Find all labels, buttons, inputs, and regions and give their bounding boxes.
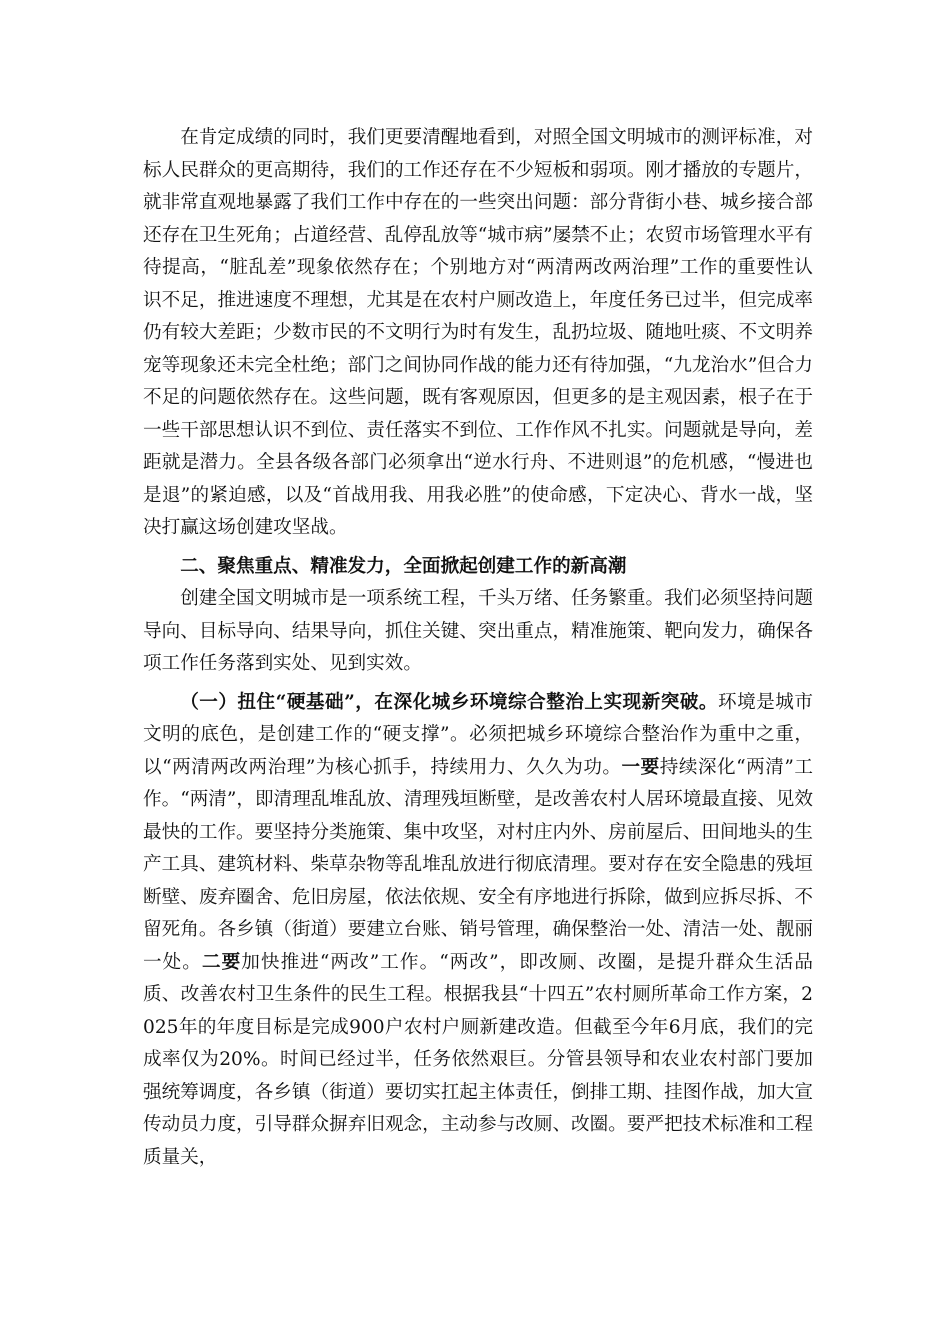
subheading-lead: （一）扭住“硬基础”，在深化城乡环境综合整治上实现新突破。	[180, 691, 719, 713]
document-page	[143, 122, 813, 1174]
paragraph-environment	[143, 687, 813, 1175]
paragraph-text: 持续深化“两清”工作。“两清”，即清理乱堆乱放、清理残垣断壁，是改善农村人居环境最直接、见效最快的工作。要坚持分类施策、集中攻坚，对村庄内外、房前屋后、田间地头的生产工具、建筑材料、柴草杂物等乱堆乱放进行彻底清理。要对存在安全隐患的残垣断壁、废弃圈舍、危旧房屋，依法依规、安全有序地进行拆除，做到应拆尽拆、不留死角。各乡镇（街道）要建立台账、销号管理，确保整治一处、清洁一处、靓丽一处。	[143, 756, 813, 973]
paragraph-text: 环境是城市文明的底色，是创建工作的“硬支撑”。必须把城乡环境综合整治作为重中之重，以“两清两改两治理”为核心抓手，持续用力、久久为功。	[143, 691, 813, 778]
paragraph-shortcomings: 在肯定成绩的同时，我们更要清醒地看到，对照全国文明城市的测评标准，对标人民群众的更高期待，我们的工作还存在不少短板和弱项。刚才播放的专题片，就非常直观地暴露了我们工作中存在的一些突出问题：部分背街小巷、城乡接合部还存在卫生死角；占道经营、乱停乱放等“城市病”屡禁不止；农贸市场管理水平有待提高，“脏乱差”现象依然存在；个别地方对“两清两改两治理”工作的重要性认识不足，推进速度不理想，尤其是在农村户厕改造上，年度任务已过半，但完成率仍有较大差距；少数市民的不文明行为时有发生，乱扔垃圾、随地吐痰、不文明养宠等现象还未完全杜绝；部门之间协同作战的能力还有待加强，“九龙治水”但合力不足的问题依然存在。这些问题，既有客观原因，但更多的是主观因素，根子在于一些干部思想认识不到位、责任落实不到位、工作作风不扎实。问题就是导向，差距就是潜力。全县各级各部门必须拿出“逆水行舟、不进则退”的危机感，“慢进也是退”的紧迫感，以及“首战用我、用我必胜”的使命感，下定决心、背水一战，坚决打赢这场创建攻坚战。	[143, 127, 813, 538]
point-two-marker: 二要	[201, 951, 242, 973]
section-heading-2: 二、聚焦重点、精准发力，全面掀起创建工作的新高潮	[180, 555, 627, 577]
paragraph-section-intro: 创建全国文明城市是一项系统工程，千头万绪、任务繁重。我们必须坚持问题导向、目标导向、结果导向，抓住关键、突出重点，精准施策、靶向发力，确保各项工作任务落到实处、见到实效。	[143, 588, 813, 674]
paragraph-text: 加快推进“两改”工作。“两改”，即改厕、改圈，是提升群众生活品质、改善农村卫生条件的民生工程。根据我县“十四五”农村厕所革命工作方案，2025年的年度目标是完成900户农村户厕新建改造。但截至今年6月底，我们的完成率仅为20%。时间已经过半，任务依然艰巨。分管县领导和农业农村部门要加强统筹调度，各乡镇（街道）要切实扛起主体责任，倒排工期、挂图作战，加大宣传动员力度，引导群众摒弃旧观念，主动参与改厕、改圈。要严把技术标准和工程质量关，	[143, 951, 813, 1168]
point-one-marker: 一要	[621, 756, 660, 778]
